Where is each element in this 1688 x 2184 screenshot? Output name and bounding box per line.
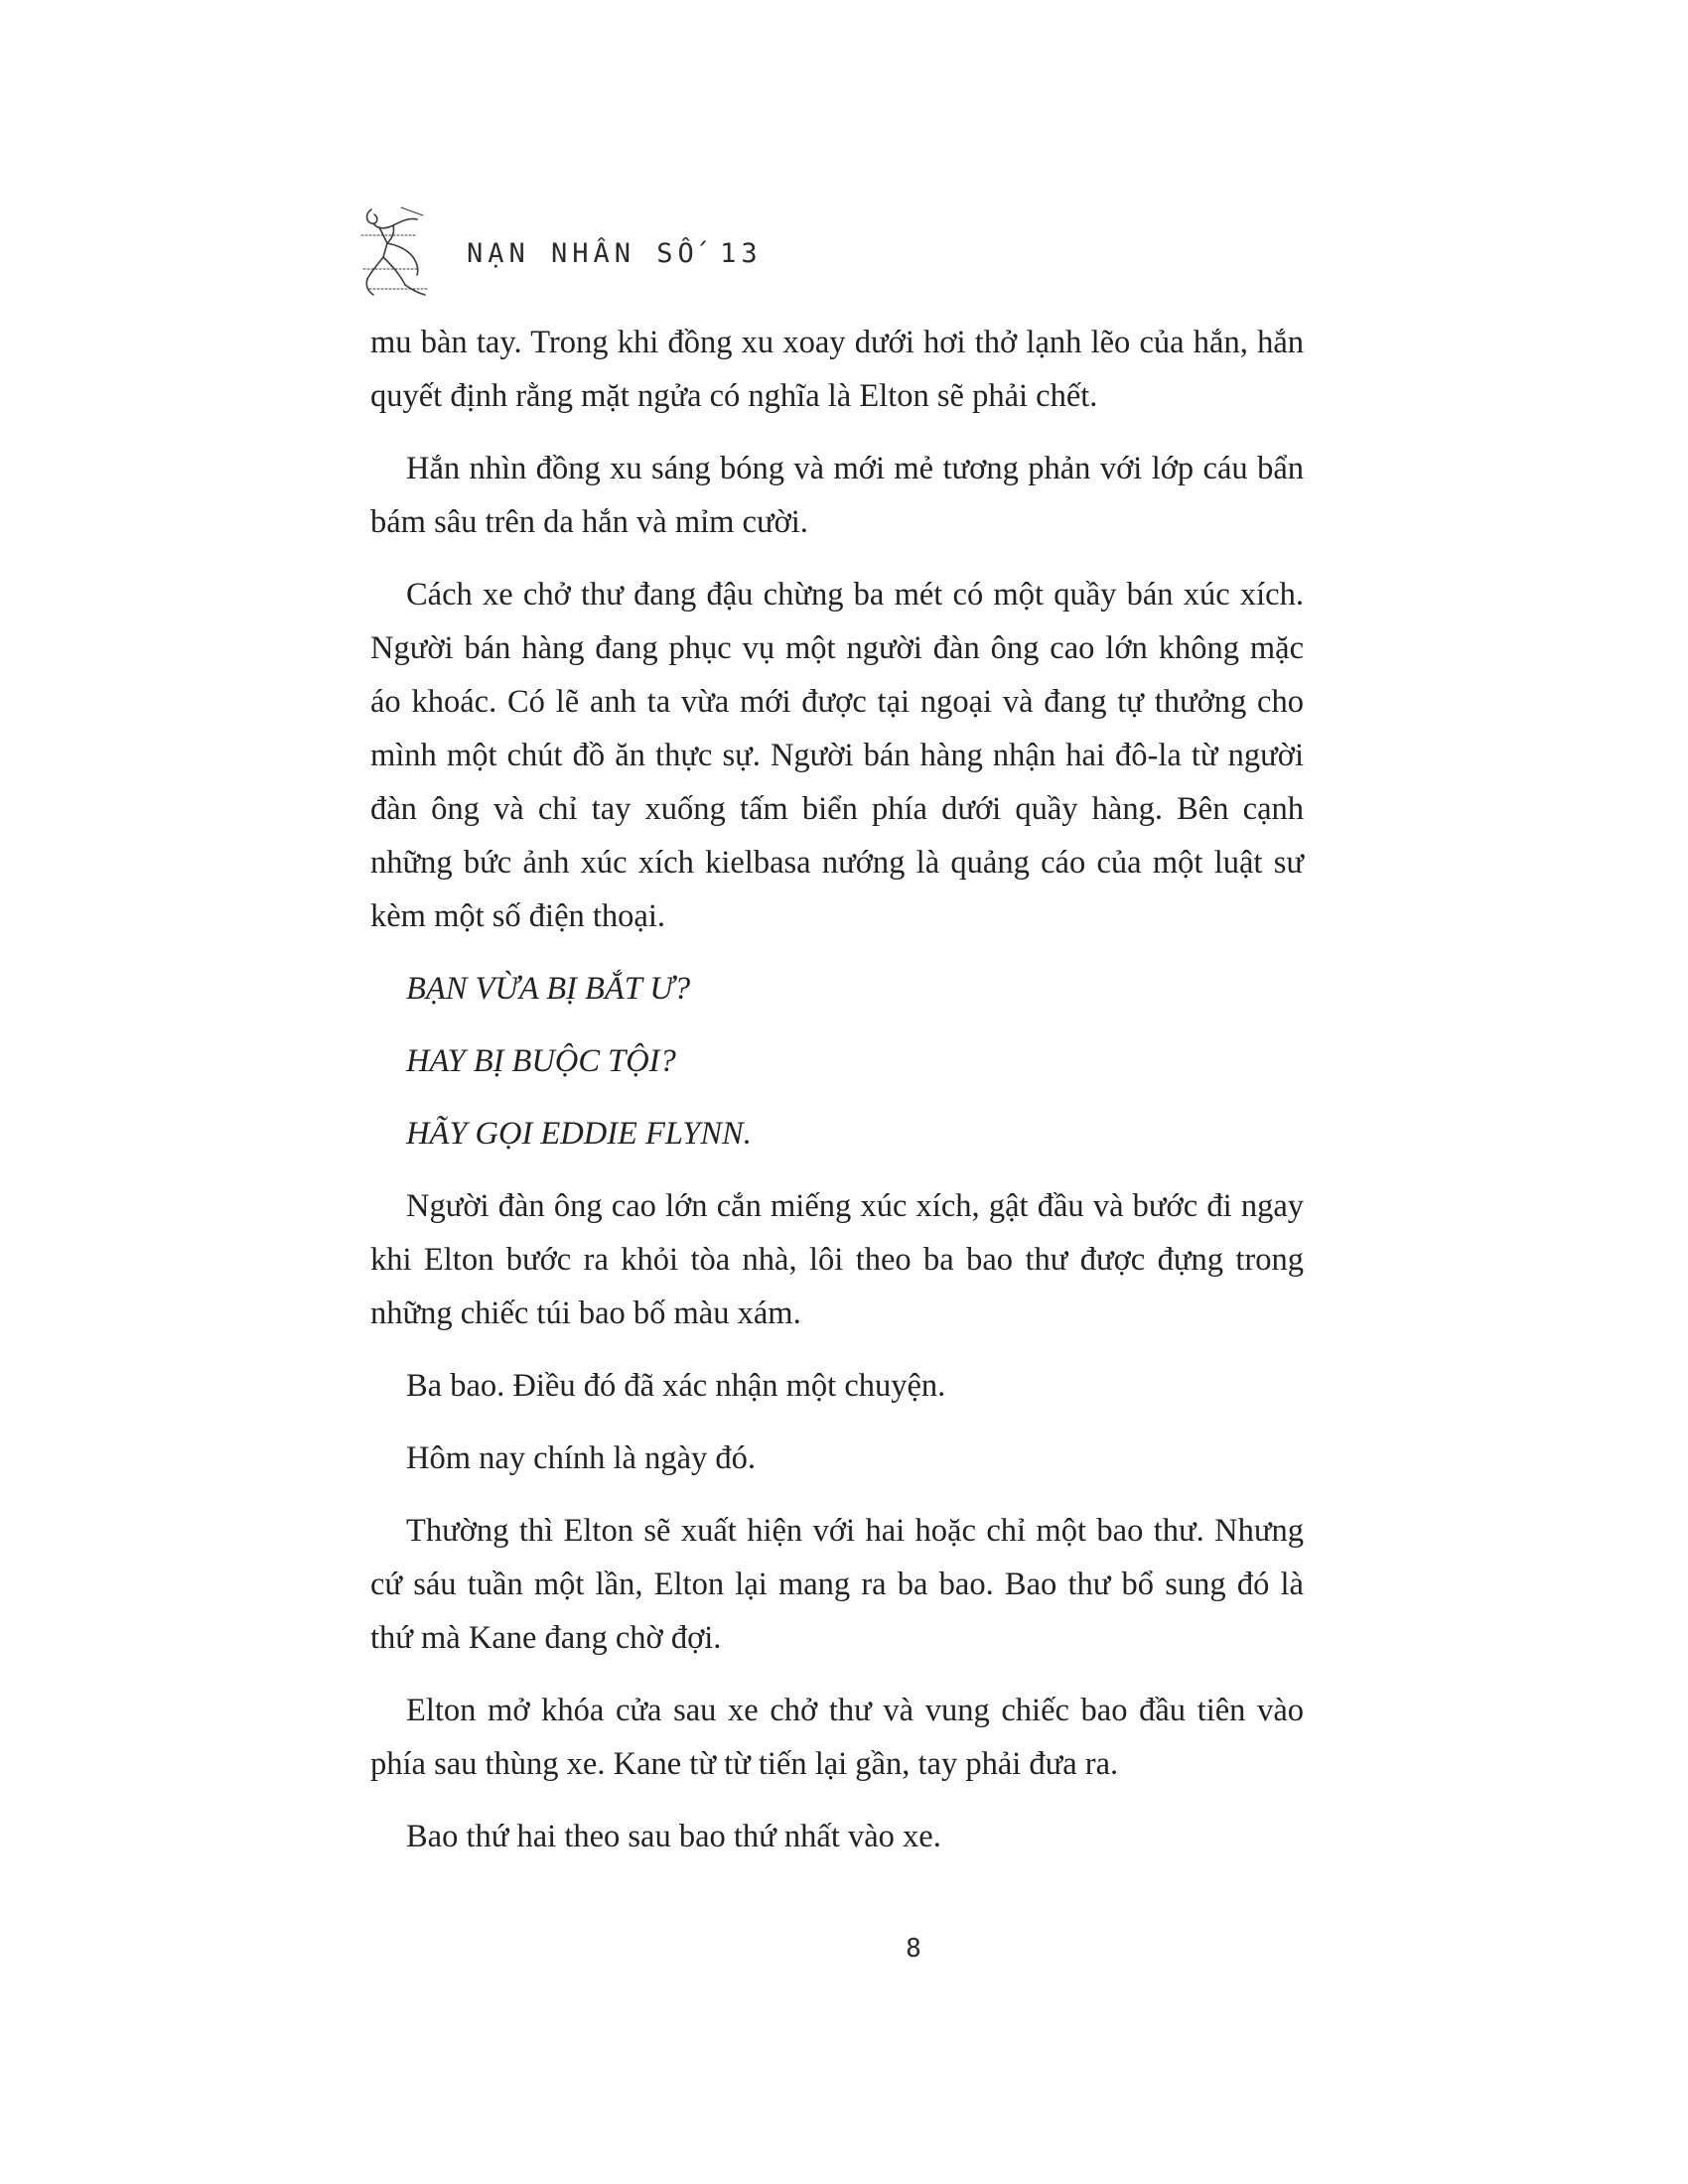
paragraph: Hôm nay chính là ngày đó.: [406, 1440, 757, 1476]
book-title: NẠN NHÂN SỐ 13: [467, 237, 763, 269]
paragraph: Cách xe chở thư đang đậu chừng ba mét có một quầy bán xúc xích. Người bán hàng đang phục vụ một người đàn ông cao lớn không mặc áo khoác. Có lẽ anh ta vừa mới được tại ngoại và đang tự thưởng cho mình một chút đồ ăn thực sự. Người bán hàng nhận hai đô-la từ người đàn ông và chỉ tay xuống tấm biển phía dưới quầy hàng. Bên cạnh những bức ảnh xúc xích kielbasa nướng là quảng cáo của một luật sư kèm một số điện thoại.: [370, 577, 1304, 934]
paragraph: mu bàn tay. Trong khi đồng xu xoay dưới hơi thở lạnh lẽo của hắn, hắn quyết định rằng mặt ngửa có nghĩa là Elton sẽ phải chết.: [370, 325, 1304, 414]
body-text: [370, 316, 1304, 1882]
paragraph: Ba bao. Điều đó đã xác nhận một chuyện.: [406, 1368, 946, 1404]
running-header: [357, 197, 763, 306]
page-number: 8: [906, 1934, 921, 1964]
sign-line: BẠN VỪA BỊ BẮT Ư?: [406, 971, 691, 1007]
paragraph: Người đàn ông cao lớn cắn miếng xúc xích, gật đầu và bước đi ngay khi Elton bước ra khỏi tòa nhà, lôi theo ba bao thư được đựng trong những chiếc túi bao bố màu xám.: [370, 1188, 1304, 1331]
paragraph: Hắn nhìn đồng xu sáng bóng và mới mẻ tương phản với lớp cáu bẩn bám sâu trên da hắn và mỉm cười.: [370, 451, 1304, 540]
sketch-figure-logo-icon: [357, 200, 437, 304]
paragraph: Bao thứ hai theo sau bao thứ nhất vào xe.: [406, 1819, 941, 1854]
sign-line: HÃY GỌI EDDIE FLYNN.: [406, 1116, 752, 1152]
paragraph: Elton mở khóa cửa sau xe chở thư và vung chiếc bao đầu tiên vào phía sau thùng xe. Kane từ từ tiến lại gần, tay phải đưa ra.: [370, 1693, 1304, 1782]
paragraph: Thường thì Elton sẽ xuất hiện với hai hoặc chỉ một bao thư. Nhưng cứ sáu tuần một lần, Elton lại mang ra ba bao. Bao thư bổ sung đó là thứ mà Kane đang chờ đợi.: [370, 1513, 1304, 1656]
sign-line: HAY BỊ BUỘC TỘI?: [406, 1043, 676, 1079]
